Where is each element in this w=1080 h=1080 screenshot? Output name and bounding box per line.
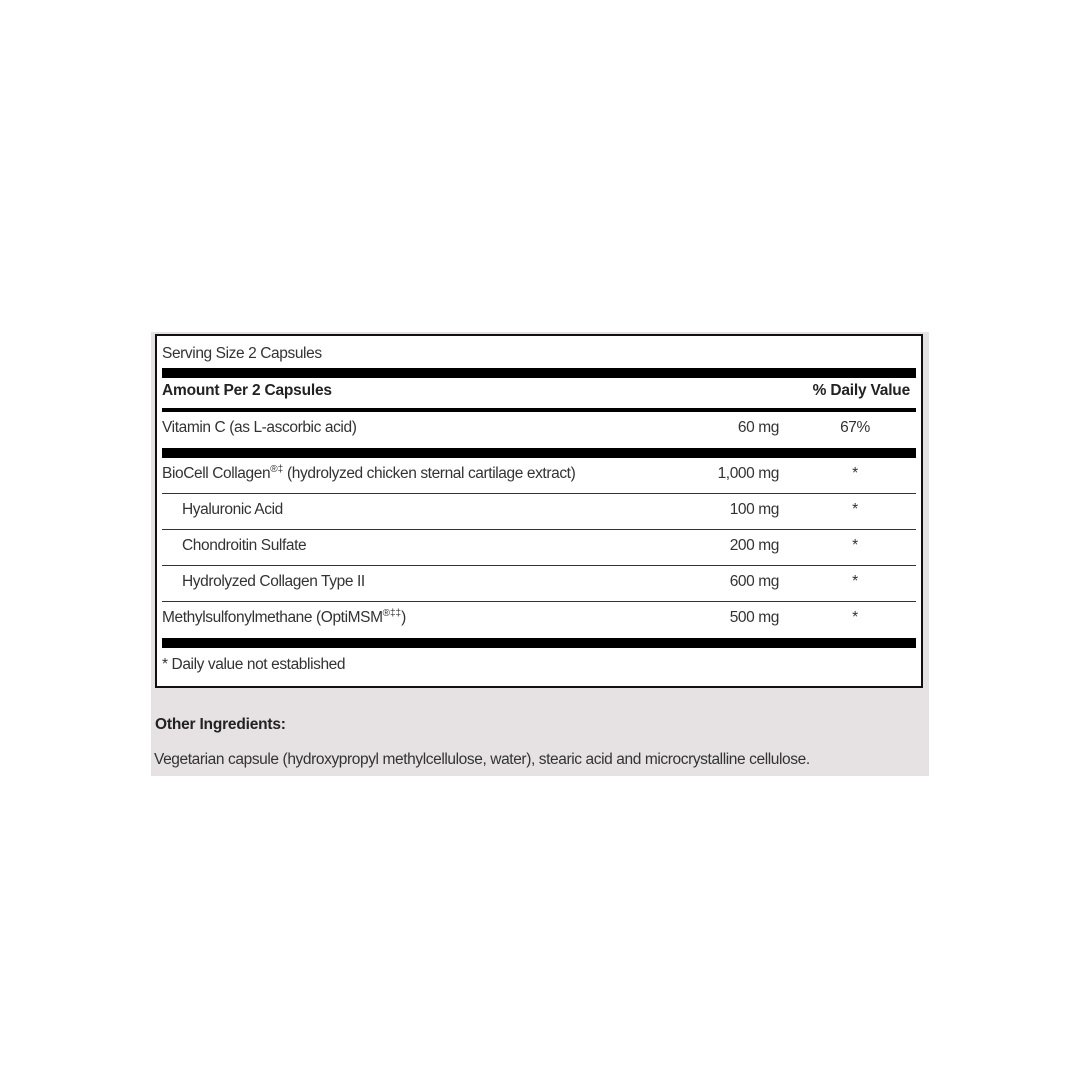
row-divider (162, 565, 916, 566)
daily-value-header: % Daily Value (812, 382, 910, 399)
thick-divider (162, 448, 916, 458)
table-header (162, 382, 916, 400)
amount-per-serving-header: Amount Per 2 Capsules (162, 382, 332, 399)
trademark-mark: ®‡ (270, 464, 284, 475)
nutrient-daily-value: * (852, 537, 858, 554)
nutrient-daily-value: * (852, 573, 858, 590)
other-ingredients-title: Other Ingredients: (155, 716, 286, 733)
nutrient-amount: 200 mg (729, 537, 779, 554)
nutrient-name-detail: (hydrolyzed chicken sternal cartilage extract) (283, 465, 576, 482)
nutrient-name-detail: ) (401, 609, 406, 626)
medium-divider (162, 408, 916, 412)
supplement-facts-table (155, 334, 923, 688)
thick-divider (162, 638, 916, 648)
thick-divider (162, 368, 916, 378)
nutrient-name: Chondroitin Sulfate (182, 537, 307, 554)
trademark-mark: ®‡‡ (382, 608, 402, 619)
nutrient-name: Vitamin C (as L-ascorbic acid) (162, 419, 357, 436)
serving-size: Serving Size 2 Capsules (162, 345, 322, 362)
nutrient-name: Hydrolyzed Collagen Type II (182, 573, 365, 590)
daily-value-footnote: * Daily value not established (162, 656, 346, 673)
row-divider (162, 529, 916, 530)
nutrient-name (162, 465, 575, 483)
nutrient-amount: 60 mg (737, 419, 779, 436)
nutrient-daily-value: * (852, 609, 858, 626)
other-ingredients-text: Vegetarian capsule (hydroxypropyl methylcellulose, water), stearic acid and microcrystalline cellulose. (154, 751, 810, 768)
nutrient-daily-value: * (852, 501, 858, 518)
nutrient-name (162, 609, 406, 627)
nutrient-amount: 500 mg (729, 609, 779, 626)
product-info-panel (151, 332, 929, 776)
nutrient-amount: 1,000 mg (717, 465, 779, 482)
nutrient-name-main: Methylsulfonylmethane (OptiMSM (162, 609, 383, 626)
nutrient-daily-value: 67% (840, 419, 870, 436)
nutrient-amount: 100 mg (729, 501, 779, 518)
row-divider (162, 601, 916, 602)
nutrient-name: Hyaluronic Acid (182, 501, 283, 518)
nutrient-amount: 600 mg (729, 573, 779, 590)
row-divider (162, 493, 916, 494)
nutrient-name-main: BioCell Collagen (162, 465, 271, 482)
nutrient-daily-value: * (852, 465, 858, 482)
